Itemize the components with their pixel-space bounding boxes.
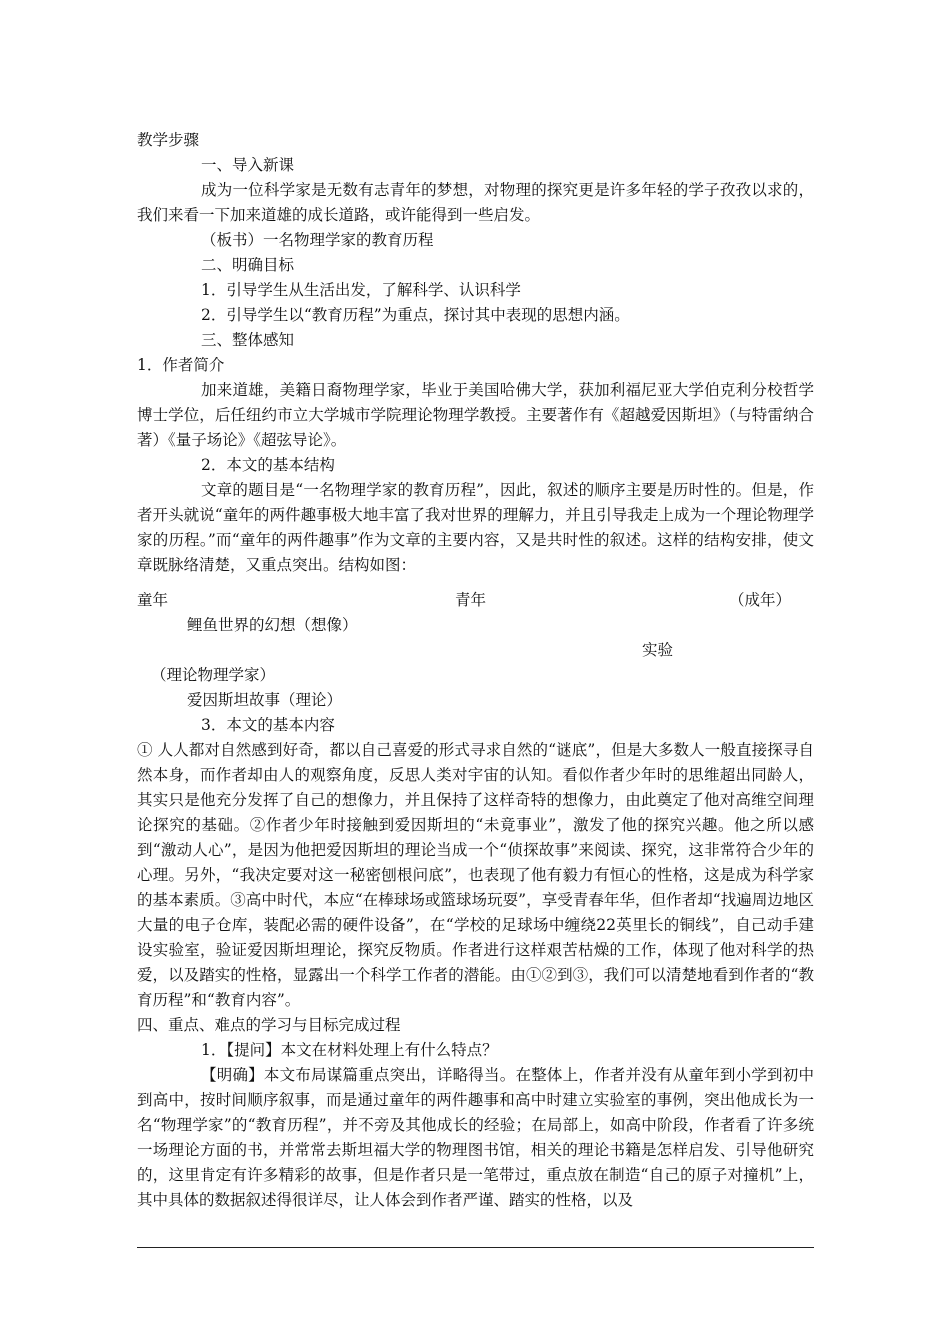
author-paragraph: 加来道雄，美籍日裔物理学家，毕业于美国哈佛大学，获加利福尼亚大学伯克利分校哲学博士学位，后任纽约市立大学城市学院理论物理学教授。主要著作有《超越爱因斯坦》（与特雷纳合著）《量子场论》《超弦导论》。 [137, 381, 814, 449]
page-bottom-rule [137, 1247, 814, 1248]
structure-figure [137, 578, 814, 713]
figure-label-adult: （成年） [729, 591, 792, 609]
answer-paragraph: 【明确】本文布局谋篇重点突出，详略得当。在整体上，作者并没有从童年到小学到初中到高中，按时间顺序叙事，而是通过童年的两件趣事和高中时建立实验室的事例，突出他成长为一名“物理学家”的“教育历程”，并不旁及其他成长的经验；在局部上，如高中阶段，作者看了许多统一场理论方面的书，并常常去斯坦福大学的物理图书馆，相关的理论书籍是怎样启发、引导他研究的，这里肯定有许多精彩的故事，但是作者只是一笔带过，重点放在制造“自己的原子对撞机”上，其中具体的数据叙述得很详尽，让人体会到作者严谨、踏实的性格，以及 [137, 1066, 814, 1209]
document-body [137, 128, 814, 1213]
figure-label-childhood: 童年 [137, 591, 169, 609]
section-intro-title: 一、导入新课 [201, 156, 295, 174]
structure-paragraph: 文章的题目是“一名物理学家的教育历程”，因此，叙述的顺序主要是历时性的。但是，作者开头就说“童年的两件趣事极大地丰富了我对世界的理解力，并且引导我走上成为一个理论物理学家的历程。”而“童年的两件趣事”作为文章的主要内容，又是共时性的叙述。这样的结构安排，使文章既脉络清楚，又重点突出。结构如图： [137, 481, 814, 574]
figure-label-youth: 青年 [455, 591, 487, 609]
subsection-structure-title: 2．本文的基本结构 [201, 456, 335, 474]
subsection-author-title: 1．作者简介 [137, 356, 225, 374]
question-item: 1．【提问】本文在材料处理上有什么特点？ [201, 1041, 498, 1059]
figure-label-einstein: 爱因斯坦故事（理论） [187, 691, 343, 709]
section-goals-title: 二、明确目标 [201, 256, 295, 274]
section-key-points-title: 四、重点、难点的学习与目标完成过程 [137, 1016, 401, 1034]
content-paragraph: ① 人人都对自然感到好奇，都以自己喜爱的形式寻求自然的“谜底”，但是大多数人一般直接探寻自然本身，而作者却由人的观察角度，反思人类对宇宙的认知。看似作者少年时的思维超出同龄人，其实只是他充分发挥了自己的想像力，并且保持了这样奇特的想像力，由此奠定了他对高维空间理论探究的基础。②作者少年时接触到爱因斯坦的“未竟事业”，激发了他的探究兴趣。他之所以感到“激动人心”，是因为他把爱因斯坦的理论当成一个“侦探故事”来阅读、探究，这非常符合少年的心理。另外，“我决定要对这一秘密刨根问底”，也表现了他有毅力有恒心的性格，这是成为科学家的基本素质。③高中时代，本应“在棒球场或篮球场玩耍”，享受青春年华，但作者却“找遍周边地区大量的电子仓库，装配必需的硬件设备”，在“学校的足球场中缠绕22英里长的铜线”，自己动手建设实验室，验证爱因斯坦理论，探究反物质。作者进行这样艰苦枯燥的工作，体现了他对科学的热爱，以及踏实的性格，显露出一个科学工作者的潜能。由①②到③，我们可以清楚地看到作者的“教育历程”和“教育内容”。 [137, 741, 814, 1009]
goal-item-2: 2．引导学生以“教育历程”为重点，探讨其中表现的思想内涵。 [201, 306, 630, 324]
section-overview-title: 三、整体感知 [201, 331, 295, 349]
figure-label-experiment: 实验 [642, 641, 674, 659]
figure-label-theorist: （理论物理学家） [151, 666, 276, 684]
intro-paragraph: 成为一位科学家是无数有志青年的梦想，对物理的探究更是许多年轻的学子孜孜以求的，我们来看一下加来道雄的成长道路，或许能得到一些启发。 [137, 181, 814, 224]
heading-teaching-steps: 教学步骤 [137, 131, 200, 149]
subsection-content-title: 3．本文的基本内容 [201, 716, 335, 734]
figure-label-carp: 鲤鱼世界的幻想（想像） [187, 616, 358, 634]
goal-item-1: 1．引导学生从生活出发，了解科学、认识科学 [201, 281, 521, 299]
blackboard-title: （板书）一名物理学家的教育历程 [201, 231, 434, 249]
